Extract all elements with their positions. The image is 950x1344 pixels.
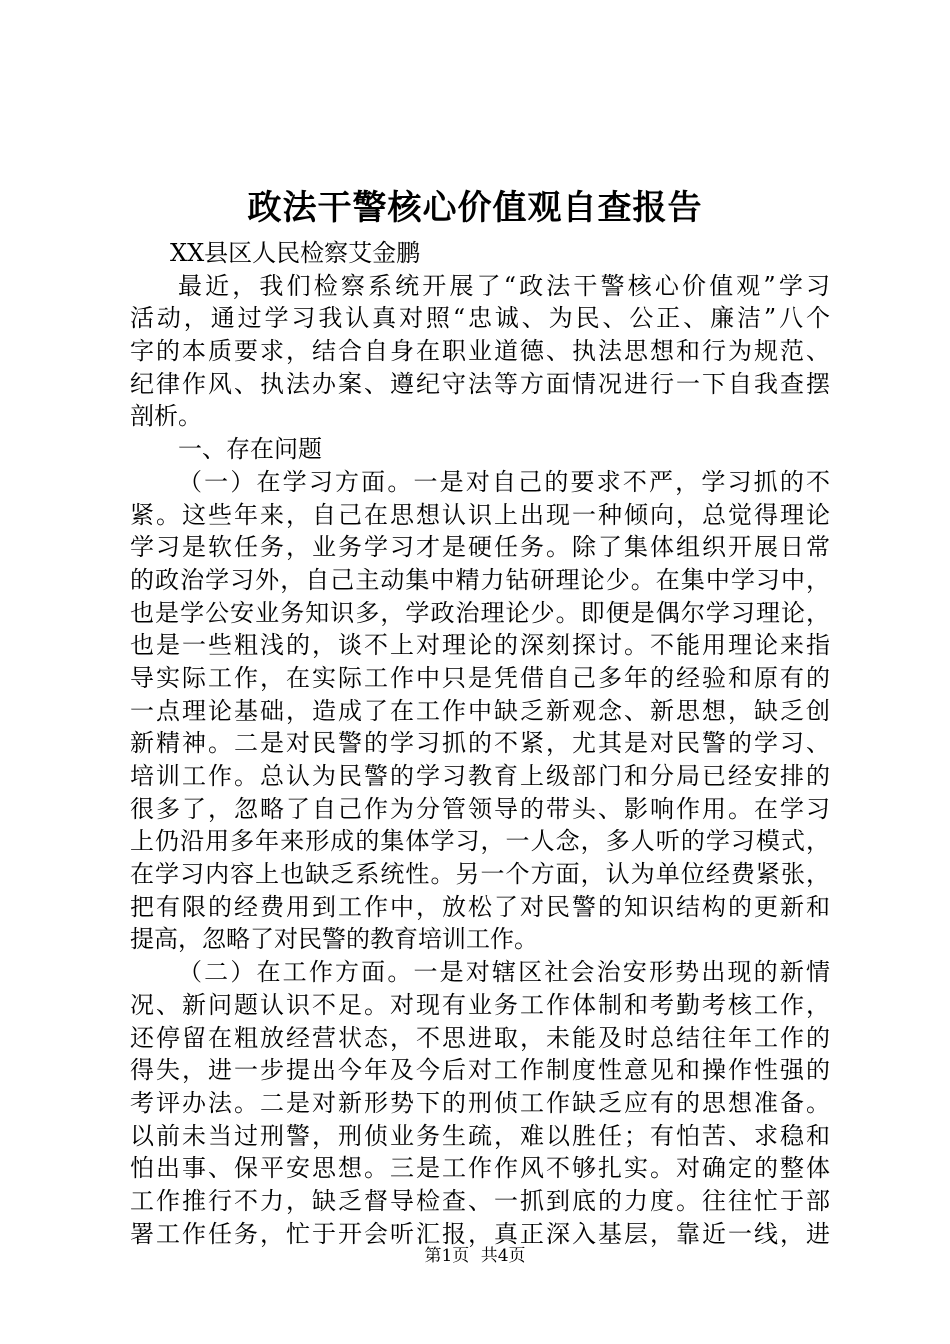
page-footer — [0, 1244, 950, 1268]
body-line: 很多了，忽略了自己作为分管领导的带头、影响作用。在学习 — [130, 794, 830, 823]
body-line: （二）在工作方面。一是对辖区社会治安形势出现的新情 — [178, 958, 830, 987]
body-line: 最近，我们检察系统开展了“政法干警核心价值观”学习 — [178, 271, 830, 300]
body-line: 况、新问题认识不足。对现有业务工作体制和考勤考核工作， — [130, 990, 830, 1019]
body-line: 署工作任务，忙于开会听汇报，真正深入基层，靠近一线，进 — [130, 1219, 830, 1248]
section-heading: 一、存在问题 — [178, 435, 322, 464]
body-line: （一）在学习方面。一是对自己的要求不严，学习抓的不 — [178, 467, 830, 496]
body-line: 把有限的经费用到工作中，放松了对民警的知识结构的更新和 — [130, 892, 830, 921]
body-line: 培训工作。总认为民警的学习教育上级部门和分局已经安排的 — [130, 762, 830, 790]
body-line: 一点理论基础，造成了在工作中缺乏新观念、新思想，缺乏创 — [130, 696, 830, 725]
body-line: 考评办法。二是对新形势下的刑侦工作缺乏应有的思想准备。 — [130, 1088, 830, 1117]
author-line: XX县区人民检察艾金鹏 — [170, 239, 421, 267]
body-line: 活动，通过学习我认真对照“忠诚、为民、公正、廉洁”八个 — [130, 304, 830, 333]
page-number: 第1页 — [424, 1246, 470, 1266]
body-line: 以前未当过刑警，刑侦业务生疏，难以胜任；有怕苦、求稳和 — [130, 1121, 830, 1150]
body-line: 得失，进一步提出今年及今后对工作制度性意见和操作性强的 — [130, 1056, 830, 1085]
body-line: 字的本质要求，结合自身在职业道德、执法思想和行为规范、 — [130, 337, 830, 366]
body-line: 上仍沿用多年来形成的集体学习，一人念，多人听的学习模式， — [130, 827, 830, 856]
body-line: 新精神。二是对民警的学习抓的不紧，尤其是对民警的学习、 — [130, 729, 830, 758]
body-line: 也是一些粗浅的，谈不上对理论的深刻探讨。不能用理论来指 — [130, 631, 830, 660]
body-line: 在学习内容上也缺乏系统性。另一个方面，认为单位经费紧张， — [130, 860, 830, 889]
body-line: 怕出事、保平安思想。三是工作作风不够扎实。对确定的整体 — [130, 1154, 830, 1183]
body-line: 提高，忽略了对民警的教育培训工作。 — [130, 925, 538, 954]
body-line: 也是学公安业务知识多，学政治理论少。即便是偶尔学习理论， — [130, 598, 830, 627]
document-title: 政法干警核心价值观自查报告 — [247, 188, 703, 228]
body-line: 工作推行不力，缺乏督导检查、一抓到底的力度。往往忙于部 — [130, 1186, 830, 1215]
body-line: 紧。这些年来，自己在思想认识上出现一种倾向，总觉得理论 — [130, 500, 830, 529]
body-line: 导实际工作，在实际工作中只是凭借自己多年的经验和原有的 — [130, 663, 830, 692]
body-line: 学习是软任务，业务学习才是硬任务。除了集体组织开展日常 — [130, 533, 830, 562]
body-line: 还停留在粗放经营状态，不思进取，未能及时总结往年工作的 — [130, 1023, 830, 1052]
body-line: 剖析。 — [130, 402, 202, 431]
body-line: 的政治学习外，自己主动集中精力钻研理论少。在集中学习中， — [130, 565, 830, 594]
body-line: 纪律作风、执法办案、遵纪守法等方面情况进行一下自我查摆 — [130, 369, 830, 398]
document-body — [130, 237, 830, 1250]
page-total: 共4页 — [480, 1246, 526, 1266]
